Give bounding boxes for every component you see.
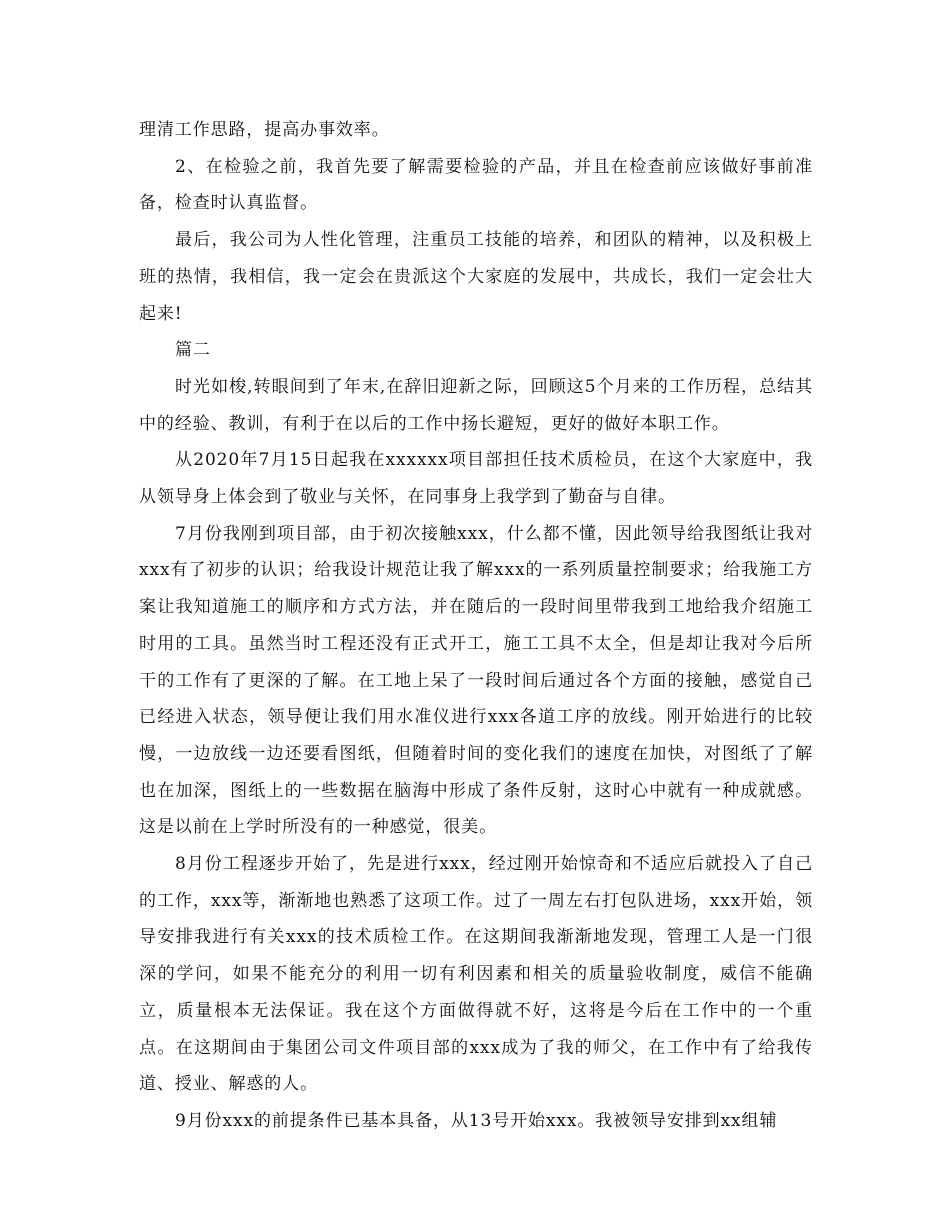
paragraph-inspection: 2、在检验之前，我首先要了解需要检验的产品，并且在检查前应该做好事前准备，检查时认真监督。 bbox=[139, 156, 813, 214]
paragraph-start-date: 从2020年7月15日起我在xxxxxx项目部担任技术质检员，在这个大家庭中，我从领导身上体会到了敬业与关怀，在同事身上我学到了勤奋与自律。 bbox=[139, 450, 813, 508]
paragraph-continuation: 理清工作思路，提高办事效率。 bbox=[139, 120, 390, 140]
document-page bbox=[139, 112, 813, 1140]
paragraph-conclusion: 最后，我公司为人性化管理，注重员工技能的培养，和团队的精神，以及积极上班的热情，我相信，我一定会在贵派这个大家庭的发展中，共成长，我们一定会壮大起来! bbox=[139, 230, 813, 324]
paragraph-july: 7月份我刚到项目部，由于初次接触xxx，什么都不懂，因此领导给我图纸让我对xxx有了初步的认识；给我设计规范让我了解xxx的一系列质量控制要求；给我施工方案让我知道施工的顺序和方式方法，并在随后的一段时间里带我到工地给我介绍施工时用的工具。虽然当时工程还没有正式开工，施工工具不太全，但是却让我对今后所干的工作有了更深的了解。在工地上呆了一段时间后通过各个方面的接触，感觉自己已经进入状态，领导便让我们用水准仪进行xxx各道工序的放线。刚开始进行的比较慢，一边放线一边还要看图纸，但随着时间的变化我们的速度在加快，对图纸了了解也在加深，图纸上的一些数据在脑海中形成了条件反射，这时心中就有一种成就感。这是以前在上学时所没有的一种感觉，很美。 bbox=[139, 523, 813, 838]
paragraph-august: 8月份工程逐步开始了，先是进行xxx，经过刚开始惊奇和不适应后就投入了自己的工作，xxx等，渐渐地也熟悉了这项工作。过了一周左右打包队进场，xxx开始，领导安排我进行有关xxx的技术质检工作。在这期间我渐渐地发现，管理工人是一门很深的学问，如果不能充分的利用一切有利因素和相关的质量验收制度，威信不能确立，质量根本无法保证。我在这个方面做得就不好，这将是今后在工作中的一个重点。在这期间由于集团公司文件项目部的xxx成为了我的师父，在工作中有了给我传道、授业、解惑的人。 bbox=[139, 854, 813, 1095]
section-heading: 篇二 bbox=[175, 340, 211, 361]
paragraph-intro: 时光如梭,转眼间到了年末,在辞旧迎新之际，回顾这5个月来的工作历程，总结其中的经验、教训，有利于在以后的工作中扬长避短，更好的做好本职工作。 bbox=[139, 376, 813, 434]
paragraph-september: 9月份xxx的前提条件已基本具备，从13号开始xxx。我被领导安排到xx组辅 bbox=[175, 1110, 778, 1131]
